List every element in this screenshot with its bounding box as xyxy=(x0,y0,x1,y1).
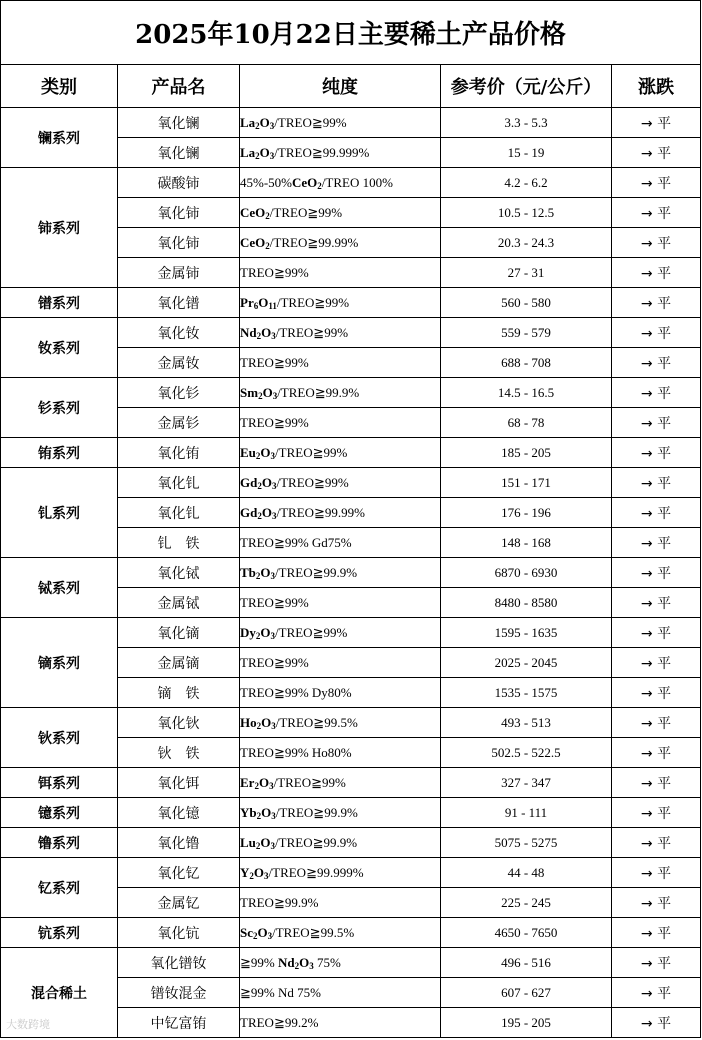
purity-cell: $Eu_2O_3/TREO≧99\%$ xyxy=(240,438,441,468)
trend-cell: → 平 xyxy=(612,108,701,138)
table-row xyxy=(1,438,701,468)
trend-cell: → 平 xyxy=(612,828,701,858)
category-cell: 铒系列 xyxy=(1,768,118,798)
purity-cell: TREO≧99% Dy80% xyxy=(240,678,441,708)
table-row xyxy=(1,558,701,588)
purity-cell: $Nd_2O_3/TREO≧99\%$ xyxy=(240,318,441,348)
purity-cell: ≧99% Nd 75% xyxy=(240,978,441,1008)
price-cell: 5075 - 5275 xyxy=(441,828,612,858)
price-cell: 493 - 513 xyxy=(441,708,612,738)
purity-cell: 45%-50%CeO$_2$/TREO 100% xyxy=(240,168,441,198)
trend-cell: → 平 xyxy=(612,678,701,708)
category-cell: 镝系列 xyxy=(1,618,118,708)
trend-cell: → 平 xyxy=(612,918,701,948)
trend-cell: → 平 xyxy=(612,708,701,738)
price-cell: 20.3 - 24.3 xyxy=(441,228,612,258)
product-cell: 金属钕 xyxy=(118,348,240,378)
table-row xyxy=(1,708,701,738)
product-cell: 钬 铁 xyxy=(118,738,240,768)
product-cell: 金属铽 xyxy=(118,588,240,618)
purity-cell: $Dy_2O_3/TREO≧99\%$ xyxy=(240,618,441,648)
product-cell: 氧化铽 xyxy=(118,558,240,588)
purity-cell: $Pr_6O_{11}/TREO≧99\%$ xyxy=(240,288,441,318)
trend-cell: → 平 xyxy=(612,648,701,678)
category-cell: 混合稀土 xyxy=(1,948,118,1038)
purity-cell: TREO≧99% xyxy=(240,588,441,618)
product-cell: 氧化钆 xyxy=(118,468,240,498)
trend-cell: → 平 xyxy=(612,258,701,288)
price-cell: 10.5 - 12.5 xyxy=(441,198,612,228)
table-row xyxy=(1,378,701,408)
product-cell: 金属钐 xyxy=(118,408,240,438)
product-cell: 氧化镧 xyxy=(118,138,240,168)
purity-cell: $La_2O_3/TREO≧99.999\%$ xyxy=(240,138,441,168)
category-cell: 钆系列 xyxy=(1,468,118,558)
price-cell: 4.2 - 6.2 xyxy=(441,168,612,198)
trend-cell: → 平 xyxy=(612,408,701,438)
category-cell: 镱系列 xyxy=(1,798,118,828)
purity-cell: ≧99% $Nd_2O_3$ 75% xyxy=(240,948,441,978)
price-cell: 68 - 78 xyxy=(441,408,612,438)
trend-cell: → 平 xyxy=(612,198,701,228)
trend-cell: → 平 xyxy=(612,438,701,468)
price-cell: 1595 - 1635 xyxy=(441,618,612,648)
column-header-purity: 纯度 xyxy=(240,65,441,108)
product-cell: 氧化镱 xyxy=(118,798,240,828)
purity-cell: $Er_2O_3/TREO≧99\%$ xyxy=(240,768,441,798)
table-body xyxy=(1,108,701,1038)
purity-cell: TREO≧99% Gd75% xyxy=(240,528,441,558)
table-row xyxy=(1,948,701,978)
price-cell: 151 - 171 xyxy=(441,468,612,498)
table-row xyxy=(1,318,701,348)
price-cell: 688 - 708 xyxy=(441,348,612,378)
price-cell: 8480 - 8580 xyxy=(441,588,612,618)
trend-cell: → 平 xyxy=(612,588,701,618)
column-header-product: 产品名 xyxy=(118,65,240,108)
category-cell: 钪系列 xyxy=(1,918,118,948)
category-cell: 镥系列 xyxy=(1,828,118,858)
price-cell: 225 - 245 xyxy=(441,888,612,918)
product-cell: 氧化镝 xyxy=(118,618,240,648)
price-cell: 14.5 - 16.5 xyxy=(441,378,612,408)
purity-cell: TREO≧99% xyxy=(240,348,441,378)
price-cell: 15 - 19 xyxy=(441,138,612,168)
price-cell: 1535 - 1575 xyxy=(441,678,612,708)
trend-cell: → 平 xyxy=(612,768,701,798)
price-cell: 607 - 627 xyxy=(441,978,612,1008)
trend-cell: → 平 xyxy=(612,468,701,498)
product-cell: 氧化钪 xyxy=(118,918,240,948)
purity-cell: $Yb_2O_3/TREO≧99.9\%$ xyxy=(240,798,441,828)
trend-cell: → 平 xyxy=(612,498,701,528)
price-cell: 148 - 168 xyxy=(441,528,612,558)
purity-cell: $Gd_2O_3/TREO≧99\%$ xyxy=(240,468,441,498)
trend-cell: → 平 xyxy=(612,978,701,1008)
price-cell: 6870 - 6930 xyxy=(441,558,612,588)
purity-cell: $Ho_2O_3/TREO≧99.5\%$ xyxy=(240,708,441,738)
product-cell: 氧化镥 xyxy=(118,828,240,858)
product-cell: 氧化铕 xyxy=(118,438,240,468)
price-cell: 44 - 48 xyxy=(441,858,612,888)
table-row xyxy=(1,768,701,798)
table-row xyxy=(1,858,701,888)
trend-cell: → 平 xyxy=(612,858,701,888)
table-row xyxy=(1,798,701,828)
trend-cell: → 平 xyxy=(612,798,701,828)
purity-cell: TREO≧99.9% xyxy=(240,888,441,918)
product-cell: 金属铈 xyxy=(118,258,240,288)
category-cell: 钕系列 xyxy=(1,318,118,378)
trend-cell: → 平 xyxy=(612,528,701,558)
price-cell: 560 - 580 xyxy=(441,288,612,318)
trend-cell: → 平 xyxy=(612,318,701,348)
table-row xyxy=(1,168,701,198)
purity-cell: $Tb_2O_3/TREO≧99.9\%$ xyxy=(240,558,441,588)
product-cell: 氧化铈 xyxy=(118,228,240,258)
price-cell: 559 - 579 xyxy=(441,318,612,348)
purity-cell: TREO≧99.2% xyxy=(240,1008,441,1038)
category-cell: 铽系列 xyxy=(1,558,118,618)
price-cell: 4650 - 7650 xyxy=(441,918,612,948)
product-cell: 氧化铒 xyxy=(118,768,240,798)
price-cell: 91 - 111 xyxy=(441,798,612,828)
purity-cell: TREO≧99% Ho80% xyxy=(240,738,441,768)
purity-cell: TREO≧99% xyxy=(240,648,441,678)
purity-cell: $Gd_2O_3/TREO≧99.99\%$ xyxy=(240,498,441,528)
product-cell: 氧化钆 xyxy=(118,498,240,528)
product-cell: 氧化镨 xyxy=(118,288,240,318)
trend-cell: → 平 xyxy=(612,228,701,258)
page-title: 2025年10月22日主要稀土产品价格 xyxy=(1,1,701,65)
purity-cell: TREO≧99% xyxy=(240,408,441,438)
product-cell: 氧化钇 xyxy=(118,858,240,888)
header-row xyxy=(1,65,701,108)
price-cell: 185 - 205 xyxy=(441,438,612,468)
price-cell: 502.5 - 522.5 xyxy=(441,738,612,768)
category-cell: 钐系列 xyxy=(1,378,118,438)
product-cell: 金属镝 xyxy=(118,648,240,678)
column-header-trend: 涨跌 xyxy=(612,65,701,108)
product-cell: 镝 铁 xyxy=(118,678,240,708)
product-cell: 氧化铈 xyxy=(118,198,240,228)
column-header-price: 参考价（元/公斤） xyxy=(441,65,612,108)
trend-cell: → 平 xyxy=(612,618,701,648)
trend-cell: → 平 xyxy=(612,348,701,378)
trend-cell: → 平 xyxy=(612,288,701,318)
purity-cell: $Y_2O_3/TREO≧99.999\%$ xyxy=(240,858,441,888)
product-cell: 碳酸铈 xyxy=(118,168,240,198)
table-row xyxy=(1,918,701,948)
purity-cell: $Lu_2O_3/TREO≧99.9\%$ xyxy=(240,828,441,858)
product-cell: 氧化镧 xyxy=(118,108,240,138)
watermark: 大数跨境 xyxy=(6,1018,50,1031)
product-cell: 氧化钬 xyxy=(118,708,240,738)
category-cell: 镨系列 xyxy=(1,288,118,318)
trend-cell: → 平 xyxy=(612,1008,701,1038)
table-row xyxy=(1,288,701,318)
purity-cell: TREO≧99% xyxy=(240,258,441,288)
trend-cell: → 平 xyxy=(612,738,701,768)
price-cell: 195 - 205 xyxy=(441,1008,612,1038)
trend-cell: → 平 xyxy=(612,168,701,198)
product-cell: 钆 铁 xyxy=(118,528,240,558)
price-cell: 3.3 - 5.3 xyxy=(441,108,612,138)
trend-cell: → 平 xyxy=(612,948,701,978)
trend-cell: → 平 xyxy=(612,138,701,168)
trend-cell: → 平 xyxy=(612,558,701,588)
price-cell: 27 - 31 xyxy=(441,258,612,288)
category-cell: 镧系列 xyxy=(1,108,118,168)
product-cell: 金属钇 xyxy=(118,888,240,918)
table-row xyxy=(1,468,701,498)
purity-cell: $Sc_2O_3/TREO≧99.5\%$ xyxy=(240,918,441,948)
trend-cell: → 平 xyxy=(612,378,701,408)
product-cell: 氧化钕 xyxy=(118,318,240,348)
product-cell: 中钇富铕 xyxy=(118,1008,240,1038)
table-row xyxy=(1,618,701,648)
trend-cell: → 平 xyxy=(612,888,701,918)
table-row xyxy=(1,828,701,858)
purity-cell: $La_2O_3/TREO≧99\%$ xyxy=(240,108,441,138)
product-cell: 镨钕混金 xyxy=(118,978,240,1008)
table-row xyxy=(1,108,701,138)
purity-cell: CeO$_2$/TREO≧99% xyxy=(240,198,441,228)
purity-cell: CeO$_2$/TREO≧99.99% xyxy=(240,228,441,258)
price-cell: 176 - 196 xyxy=(441,498,612,528)
category-cell: 钇系列 xyxy=(1,858,118,918)
column-header-category: 类别 xyxy=(1,65,118,108)
category-cell: 钬系列 xyxy=(1,708,118,768)
category-cell: 铈系列 xyxy=(1,168,118,288)
price-cell: 327 - 347 xyxy=(441,768,612,798)
category-cell: 铕系列 xyxy=(1,438,118,468)
price-cell: 496 - 516 xyxy=(441,948,612,978)
purity-cell: $Sm_2O_3/TREO≧99.9\%$ xyxy=(240,378,441,408)
title-row xyxy=(1,1,701,65)
product-cell: 氧化钐 xyxy=(118,378,240,408)
product-cell: 氧化镨钕 xyxy=(118,948,240,978)
price-cell: 2025 - 2045 xyxy=(441,648,612,678)
